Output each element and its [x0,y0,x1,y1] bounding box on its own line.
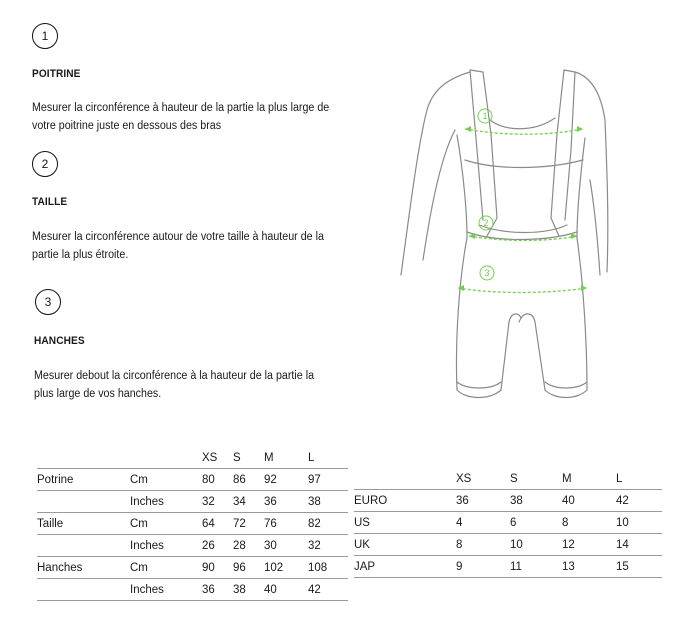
size-conversion-table [354,468,662,578]
step-3-title: HANCHES [34,335,85,347]
value-cell: 38 [233,579,264,601]
value-cell: 38 [308,491,348,513]
value-cell: 96 [233,557,264,579]
value-cell: 30 [264,535,308,557]
row-label: US [354,512,456,534]
table-row [37,579,348,601]
header-cell-l: L [308,447,348,469]
header-cell-s: S [233,447,264,469]
value-cell: 10 [616,512,662,534]
table-row [354,534,662,556]
table-row [37,557,348,579]
table-row [354,490,662,512]
size-measurement-table [37,447,348,601]
value-cell: 92 [264,469,308,491]
value-cell: 36 [456,490,510,512]
unit-cell: Inches [130,491,202,513]
table-header-row [354,468,662,490]
step-2-line-2: partie la plus étroite. [32,249,129,261]
row-label [37,491,130,513]
value-cell: 38 [510,490,562,512]
table-row [37,469,348,491]
header-cell [354,468,456,490]
figure-marker-1: 1 [482,111,488,121]
value-cell: 8 [456,534,510,556]
value-cell: 64 [202,513,233,535]
value-cell: 28 [233,535,264,557]
value-cell: 32 [308,535,348,557]
figure-marker-2: 2 [483,218,489,228]
step-1-description [32,99,329,135]
step-3-description [34,367,314,403]
value-cell: 82 [308,513,348,535]
value-cell: 36 [202,579,233,601]
step-3-number: 3 [35,289,61,315]
value-cell: 40 [264,579,308,601]
step-1-number: 1 [32,23,58,49]
value-cell: 90 [202,557,233,579]
table-row [37,491,348,513]
header-cell-l: L [616,468,662,490]
value-cell: 102 [264,557,308,579]
value-cell: 6 [510,512,562,534]
row-label [37,579,130,601]
header-cell-xs: XS [202,447,233,469]
step-1-title: POITRINE [32,68,81,80]
step-2-title: TAILLE [32,196,68,208]
value-cell: 42 [616,490,662,512]
bib-shorts-figure [395,60,610,420]
value-cell: 11 [510,556,562,578]
header-cell [130,447,202,469]
value-cell: 4 [456,512,510,534]
value-cell: 34 [233,491,264,513]
row-label: JAP [354,556,456,578]
step-3-line-1: Mesurer debout la circonférence à la hauteur de la partie la [34,370,315,382]
value-cell: 40 [562,490,616,512]
row-label: UK [354,534,456,556]
value-cell: 72 [233,513,264,535]
row-label: Hanches [37,557,130,579]
value-cell: 15 [616,556,662,578]
header-cell-m: M [562,468,616,490]
table-row [37,535,348,557]
step-2-description [32,228,324,264]
header-cell-m: M [264,447,308,469]
value-cell: 8 [562,512,616,534]
step-2-line-1: Mesurer la circonférence autour de votre taille à hauteur de la [32,231,324,243]
unit-cell: Cm [130,513,202,535]
value-cell: 12 [562,534,616,556]
table-header-row [37,447,348,469]
step-1-line-2: votre poitrine juste en dessous des bras [32,120,222,132]
row-label [37,535,130,557]
row-label: Taille [37,513,130,535]
value-cell: 32 [202,491,233,513]
value-cell: 36 [264,491,308,513]
header-cell-xs: XS [456,468,510,490]
header-cell [37,447,130,469]
step-3-line-2: plus large de vos hanches. [34,388,162,400]
row-label: EURO [354,490,456,512]
value-cell: 108 [308,557,348,579]
header-cell-s: S [510,468,562,490]
value-cell: 42 [308,579,348,601]
unit-cell: Cm [130,469,202,491]
value-cell: 97 [308,469,348,491]
figure-marker-3: 3 [484,268,490,278]
unit-cell: Cm [130,557,202,579]
unit-cell: Inches [130,579,202,601]
value-cell: 80 [202,469,233,491]
table-row [354,556,662,578]
value-cell: 86 [233,469,264,491]
step-1-line-1: Mesurer la circonférence à hauteur de la partie la plus large de [32,102,330,114]
row-label: Potrine [37,469,130,491]
value-cell: 76 [264,513,308,535]
step-2-number: 2 [32,151,58,177]
table-row [354,512,662,534]
value-cell: 10 [510,534,562,556]
value-cell: 26 [202,535,233,557]
unit-cell: Inches [130,535,202,557]
value-cell: 9 [456,556,510,578]
table-row [37,513,348,535]
value-cell: 13 [562,556,616,578]
value-cell: 14 [616,534,662,556]
